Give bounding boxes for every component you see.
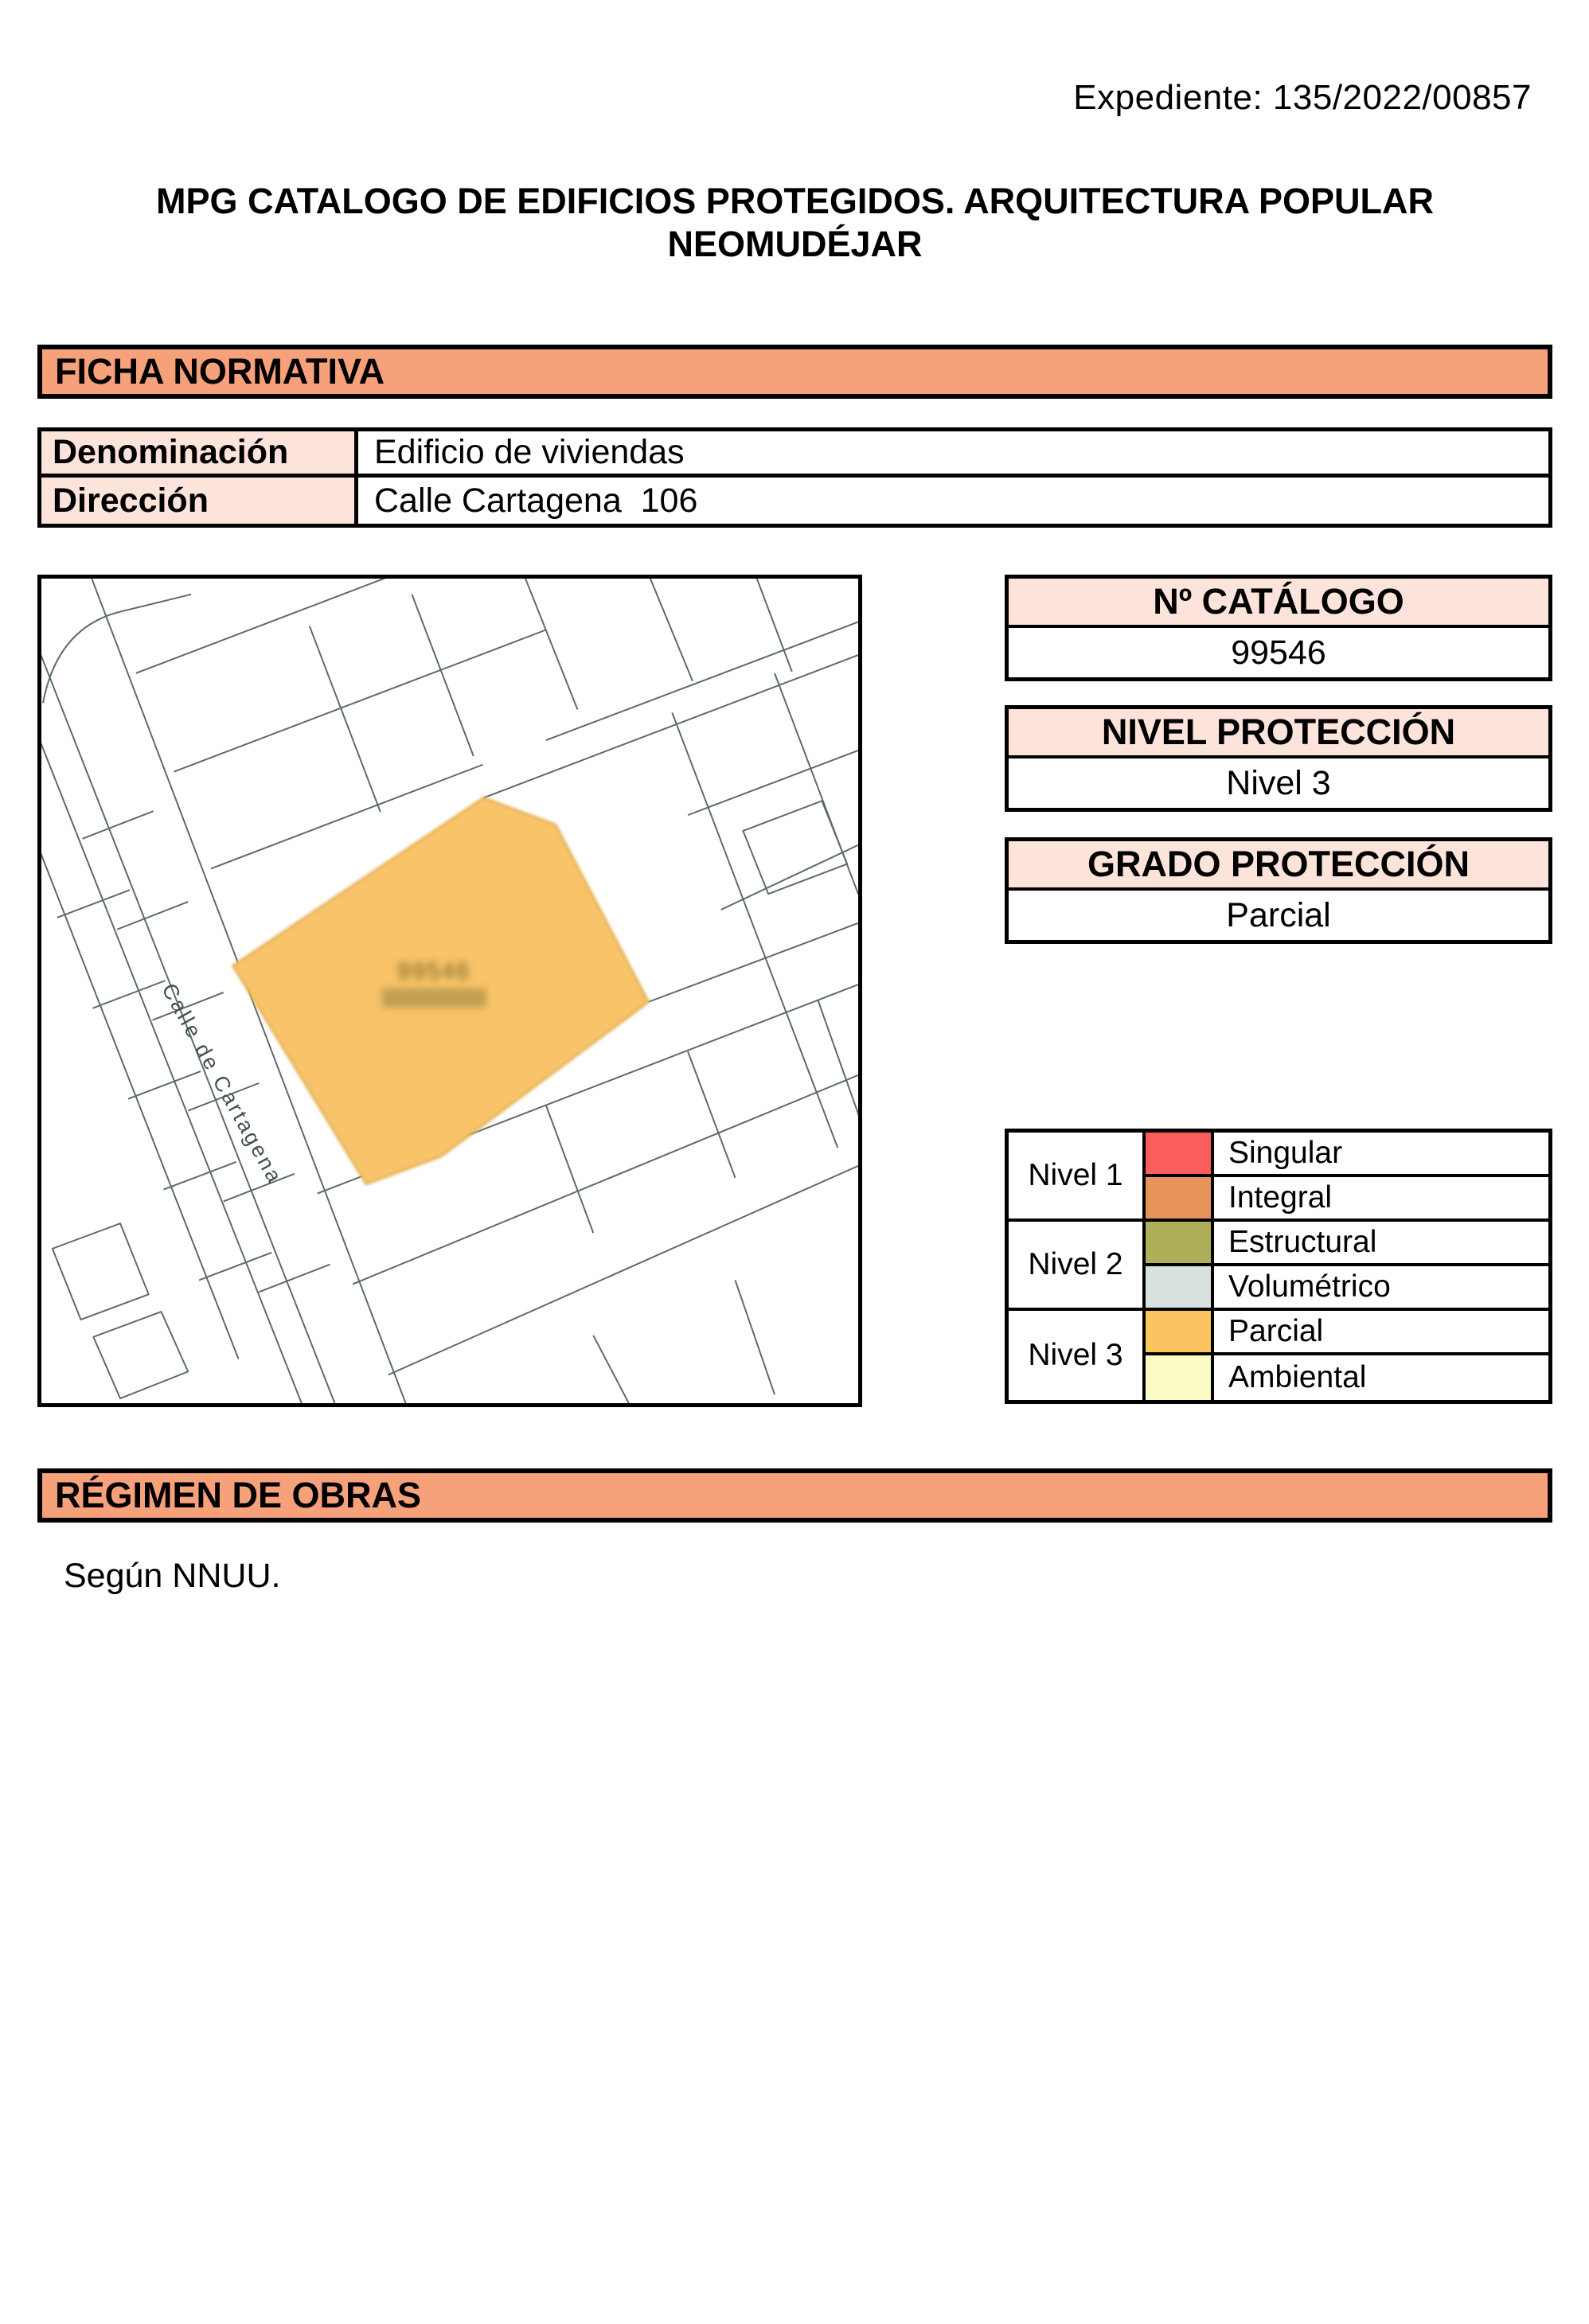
- ficha-normativa-header: FICHA NORMATIVA: [37, 345, 1552, 399]
- legend-swatch-parcial: [1142, 1311, 1214, 1355]
- page-title-line2: NEOMUDÉJAR: [667, 224, 923, 264]
- catalogo-box: [1005, 575, 1552, 681]
- legend-level-2: Nivel 2: [1009, 1222, 1142, 1311]
- page-title-line1: MPG CATALOGO DE EDIFICIOS PROTEGIDOS. ARQUITECTURA POPULAR: [155, 181, 1435, 221]
- parcel-label: 99546: [396, 958, 471, 985]
- cadastral-map-svg: [41, 579, 858, 1403]
- legend-label-parcial: Parcial: [1214, 1311, 1548, 1355]
- legend-swatch-volumetrico: [1142, 1266, 1214, 1311]
- legend-swatch-estructural: [1142, 1222, 1214, 1266]
- cadastral-map: [37, 575, 862, 1407]
- ficha-table: [37, 427, 1552, 528]
- grado-proteccion-value: Parcial: [1226, 895, 1331, 934]
- grado-proteccion-box: [1005, 837, 1552, 944]
- parcel-label-smudge: [382, 988, 486, 1008]
- page-title: [37, 180, 1552, 266]
- regimen-de-obras-header: RÉGIMEN DE OBRAS: [37, 1468, 1552, 1523]
- direccion-value: Calle Cartagena 106: [374, 481, 698, 520]
- direccion-label: Dirección: [41, 478, 358, 524]
- legend-swatch-ambiental: [1142, 1355, 1214, 1400]
- protection-legend: [1005, 1129, 1552, 1404]
- legend-level-1: Nivel 1: [1009, 1133, 1142, 1222]
- grado-proteccion-header: GRADO PROTECCIÓN: [1009, 841, 1548, 891]
- legend-swatch-integral: [1142, 1177, 1214, 1222]
- legend-swatch-singular: [1142, 1133, 1214, 1177]
- expediente-number: Expediente: 135/2022/00857: [1073, 78, 1532, 117]
- catalogo-value: 99546: [1231, 633, 1326, 672]
- catalogo-header: Nº CATÁLOGO: [1009, 579, 1548, 628]
- legend-label-volumetrico: Volumétrico: [1214, 1266, 1548, 1311]
- nivel-proteccion-header: NIVEL PROTECCIÓN: [1009, 709, 1548, 758]
- legend-label-singular: Singular: [1214, 1133, 1548, 1177]
- nivel-proteccion-value: Nivel 3: [1226, 763, 1331, 802]
- nivel-proteccion-box: [1005, 705, 1552, 812]
- legend-label-integral: Integral: [1214, 1177, 1548, 1222]
- street-name-label: Calle de Cartagena: [157, 979, 288, 1189]
- denominacion-label: Denominación: [41, 431, 358, 478]
- regimen-text: Según NNUU.: [64, 1557, 281, 1595]
- denominacion-value: Edificio de viviendas: [358, 431, 1548, 478]
- legend-label-estructural: Estructural: [1214, 1222, 1548, 1266]
- legend-level-3: Nivel 3: [1028, 1338, 1123, 1372]
- legend-label-ambiental: Ambiental: [1228, 1360, 1367, 1394]
